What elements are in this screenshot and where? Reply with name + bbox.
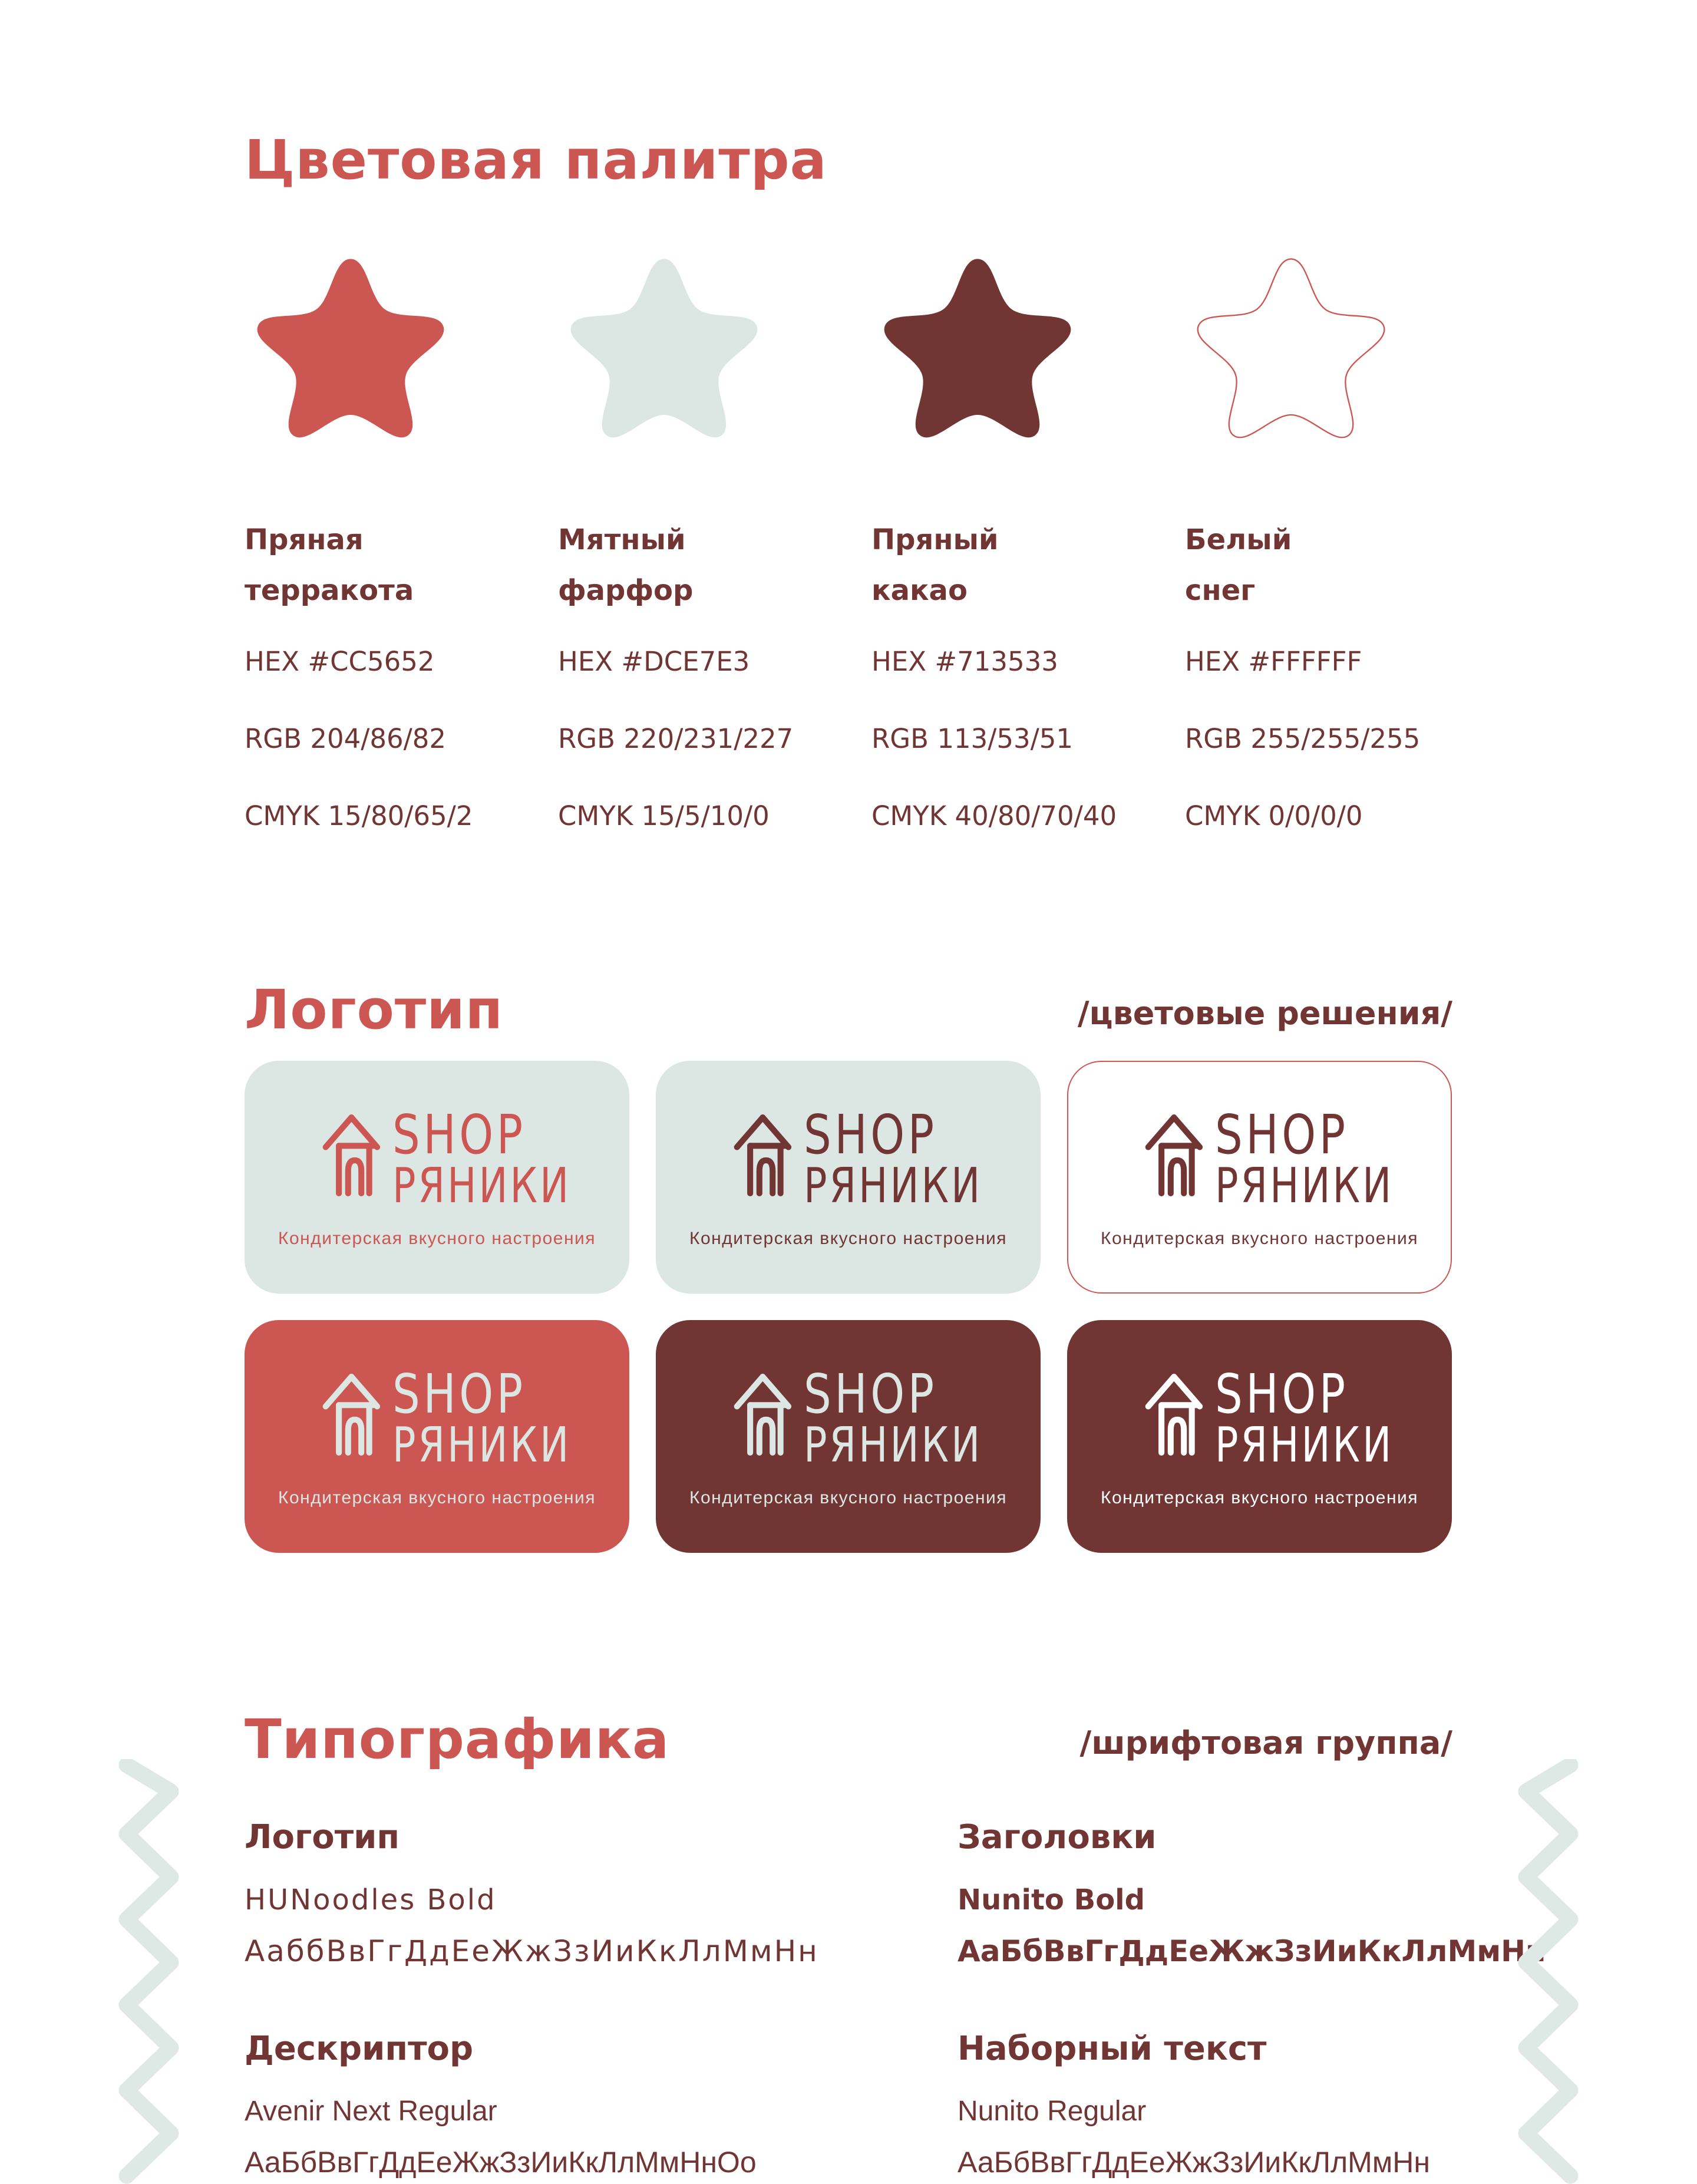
logo-descriptor: Кондитерская вкусного настроения [1100, 1488, 1419, 1507]
logo-section-title: Логотип [245, 978, 504, 1041]
color-name: Пряный какао [871, 523, 999, 608]
gingerbread-house-icon [322, 1108, 388, 1202]
specimen-font-name: Nunito Regular [958, 2096, 1147, 2127]
color-swatch-terracotta [245, 250, 527, 832]
brand-logo [733, 1103, 982, 1214]
specimen-alphabet: АаБбВвГгДдЕеЖжЗзИиКкЛлМмНнОо [245, 2146, 757, 2179]
color-swatch-cocoa [871, 250, 1154, 832]
logo-descriptor: Кондитерская вкусного настроения [278, 1229, 596, 1248]
specimen-font-name: Avenir Next Regular [245, 2096, 497, 2127]
brand-logo [1144, 1362, 1394, 1473]
logo-section-note: /цветовые решения/ [1077, 995, 1452, 1032]
logo-wordmark-pryaniki: РЯНИКИ [392, 1417, 571, 1473]
logo-wordmark-pryaniki: РЯНИКИ [392, 1158, 571, 1214]
logo-descriptor: Кондитерская вкусного настроения [1100, 1229, 1419, 1248]
color-rgb-value: RGB 255/255/255 [1185, 722, 1421, 754]
color-cmyk-value: CMYK 15/80/65/2 [245, 800, 473, 832]
color-name: Пряная терракота [245, 523, 414, 608]
logo-wordmark-shop: SHOP [392, 1103, 526, 1166]
logo-wordmark-shop: SHOP [803, 1362, 937, 1426]
specimen-font-name: HUNoodles Bold [245, 1883, 497, 1916]
specimen-alphabet: АаБбВвГгДдЕеЖжЗзИиКкЛлМмНн [958, 1934, 1546, 1968]
logo-descriptor: Кондитерская вкусного настроения [689, 1229, 1008, 1248]
color-cmyk-value: CMYK 15/5/10/0 [558, 800, 770, 832]
logo-card-cocoa-mint [656, 1320, 1041, 1553]
color-hex-value: HEX #713533 [871, 645, 1058, 677]
specimen-label: Заголовки [958, 1818, 1157, 1856]
logo-wordmark-shop: SHOP [1214, 1362, 1349, 1426]
logo-descriptor: Кондитерская вкусного настроения [278, 1488, 596, 1507]
star-shape-icon [1185, 250, 1397, 463]
logo-card-cocoa-white [1067, 1320, 1452, 1553]
typography-section-title: Типографика [245, 1708, 670, 1771]
color-cmyk-value: CMYK 40/80/70/40 [871, 800, 1117, 832]
logo-wordmark-shop: SHOP [1214, 1103, 1349, 1166]
specimen-descriptor [245, 2030, 975, 2179]
logo-wordmark-pryaniki: РЯНИКИ [1214, 1158, 1394, 1214]
logo-descriptor: Кондитерская вкусного настроения [689, 1488, 1008, 1507]
zigzag-decoration-icon [112, 1759, 189, 2184]
specimen-alphabet: АаббВвГгДдЕеЖжЗзИиКкЛлМмНн [245, 1934, 819, 1968]
logo-wordmark-pryaniki: РЯНИКИ [803, 1417, 982, 1473]
gingerbread-house-icon [322, 1367, 388, 1462]
specimen-alphabet: АаБбВвГгДдЕеЖжЗзИиКкЛлМмНн [958, 2146, 1430, 2179]
gingerbread-house-icon [1144, 1108, 1210, 1202]
color-name: Белый снег [1185, 523, 1292, 608]
brand-logo [1144, 1103, 1394, 1214]
specimen-font-name: Nunito Bold [958, 1883, 1145, 1916]
specimen-logotype [245, 1818, 975, 1968]
star-shape-icon [871, 250, 1084, 463]
logo-wordmark-pryaniki: РЯНИКИ [803, 1158, 982, 1214]
gingerbread-house-icon [733, 1108, 799, 1202]
gingerbread-house-icon [1144, 1367, 1210, 1462]
star-shape-icon [245, 250, 457, 463]
zigzag-decoration-icon [1508, 1759, 1585, 2184]
brand-logo [733, 1362, 982, 1473]
logo-wordmark-shop: SHOP [803, 1103, 937, 1166]
color-rgb-value: RGB 220/231/227 [558, 722, 794, 754]
specimen-label: Наборный текст [958, 2030, 1267, 2068]
logo-card-white-outline [1067, 1061, 1452, 1294]
logo-card-mint-cocoa [656, 1061, 1041, 1294]
color-name: Мятный фарфор [558, 523, 694, 608]
color-hex-value: HEX #CC5652 [245, 645, 435, 677]
logo-card-terracotta-mint [245, 1320, 629, 1553]
color-rgb-value: RGB 113/53/51 [871, 722, 1074, 754]
gingerbread-house-icon [733, 1367, 799, 1462]
color-cmyk-value: CMYK 0/0/0/0 [1185, 800, 1363, 832]
color-swatch-white [1185, 250, 1468, 832]
logo-wordmark-shop: SHOP [392, 1362, 526, 1426]
palette-section-title: Цветовая палитра [245, 128, 827, 192]
brand-logo [322, 1362, 571, 1473]
color-hex-value: HEX #DCE7E3 [558, 645, 750, 677]
logo-cards-grid [245, 1061, 1452, 1553]
color-hex-value: HEX #FFFFFF [1185, 645, 1362, 677]
color-rgb-value: RGB 204/86/82 [245, 722, 447, 754]
logo-card-mint-terracotta [245, 1061, 629, 1294]
specimen-label: Дескриптор [245, 2030, 474, 2068]
star-shape-icon [558, 250, 770, 463]
specimen-label: Логотип [245, 1818, 400, 1856]
color-swatch-mint [558, 250, 841, 832]
typography-column-left [245, 1818, 975, 2179]
brand-logo [322, 1103, 571, 1214]
logo-wordmark-pryaniki: РЯНИКИ [1214, 1417, 1394, 1473]
typography-section-note: /шрифтовая группа/ [1079, 1724, 1452, 1761]
